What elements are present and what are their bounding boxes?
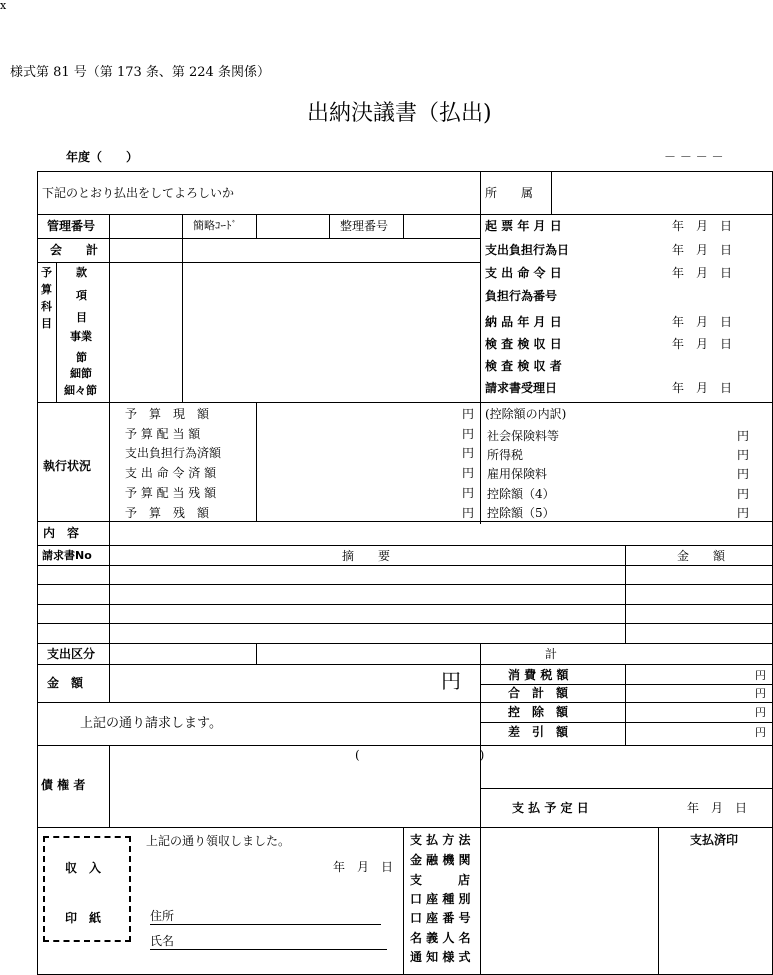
receipt-date[interactable]: 年 月 日 [333,860,394,874]
summary-header: 摘 要 [342,549,391,563]
revenue-stamp-box [43,836,131,942]
page-title: 出納決議書（払出) [307,101,492,126]
payment-info-field[interactable] [481,828,658,974]
address-label: 住所 [150,909,175,923]
stamp-label-bottom: 印 紙 [65,911,102,925]
paid-stamp-label: 支払済印 [690,833,739,847]
accounting-field[interactable] [183,239,480,262]
total-label: 計 [545,647,558,661]
affiliation-field[interactable] [552,172,772,214]
reference-number-field[interactable] [404,215,480,238]
creditor-field[interactable] [110,746,480,827]
address-line[interactable] [150,924,381,925]
stamp-label-top: 収 入 [65,861,102,875]
deductions-header: (控除額の内訳) [485,407,567,421]
request-text: 下記のとおり払出をしてよろしいか [42,186,235,200]
short-code-field[interactable] [257,215,329,238]
receipt-text: 上記の通り領収しました。 [146,834,291,848]
amount-label: 金 額 [47,676,84,690]
payment-class-label: 支出区分 [47,647,96,661]
accounting-label: 会 計 [50,243,99,257]
creditor-label: 債 権 者 [41,778,86,792]
budget-subject-field[interactable] [183,263,480,402]
invoice-number-header: 請求書No [42,549,92,562]
scheduled-payment-date[interactable]: 年 月 日 [687,801,748,815]
content-label: 内 容 [43,526,80,540]
short-code-label: 簡略ｺｰﾄﾞ [193,219,237,232]
corner-mark: x [0,0,7,12]
document-number: － － － － [664,150,724,164]
affiliation-label: 所 属 [485,186,534,200]
amount-header: 金 額 [677,549,726,563]
fiscal-year-field[interactable]: 年度（ ） [66,150,139,164]
execution-status-label: 執行状況 [43,459,92,473]
reference-number-label: 整理番号 [340,219,389,233]
form-number: 様式第 81 号（第 173 条、第 224 条関係） [10,65,270,80]
name-label: 氏名 [150,934,175,948]
claim-text: 上記の通り請求します。 [80,716,222,731]
scheduled-payment-label: 支 払 予 定 日 [512,801,589,815]
paid-stamp-area [659,850,772,974]
content-field[interactable] [110,522,772,545]
amount-unit: 円 [441,669,461,693]
creditor-paren: ( ) [355,748,485,762]
management-number-label: 管理番号 [47,219,96,233]
payment-class-field[interactable] [110,644,256,664]
name-line[interactable] [150,949,387,950]
management-number-field[interactable] [110,215,182,238]
